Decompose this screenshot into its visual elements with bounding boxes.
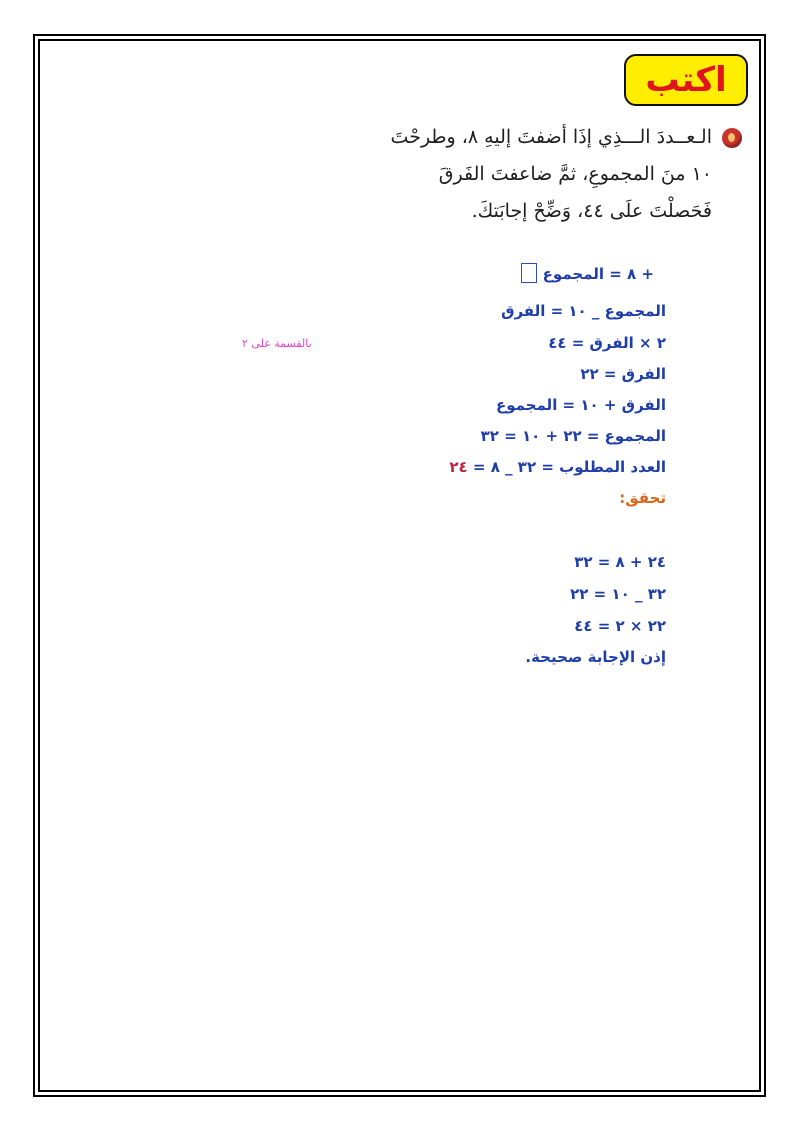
solution-line-3: ٢ × الفرق = ٤٤ bbox=[548, 334, 666, 352]
title-badge bbox=[624, 54, 748, 106]
conclusion-line: إذن الإجابة صحيحة. bbox=[525, 648, 666, 666]
final-answer: ٢٤ bbox=[449, 458, 468, 476]
question-line-2: ١٠ منَ المجموعِ، ثمَّ ضاعفتَ الفَرقَ bbox=[438, 163, 712, 185]
solution-line-1 bbox=[521, 263, 654, 283]
question-line-1: الـعــددَ الـــذِي إذَا أضفتَ إليهِ ٨، وطرحْتَ bbox=[390, 126, 712, 148]
title-text: اكتب bbox=[645, 60, 727, 100]
check-line-2: ٣٢ _ ١٠ = ٢٢ bbox=[570, 585, 666, 603]
question-bullet-icon bbox=[722, 128, 742, 148]
check-line-3: ٢٢ × ٢ = ٤٤ bbox=[574, 617, 666, 635]
check-label: تحقق: bbox=[619, 489, 666, 507]
solution-line-7 bbox=[449, 458, 666, 476]
solution-line-6: المجموع = ٢٢ + ١٠ = ٣٢ bbox=[480, 427, 666, 445]
question-line-3: فَحَصلْتَ علَى ٤٤، وَضِّحْ إجابَتكَ. bbox=[471, 200, 712, 222]
solution-line-5: الفرق + ١٠ = المجموع bbox=[495, 396, 666, 414]
solution-line-7-text: العدد المطلوب = ٣٢ _ ٨ = bbox=[472, 458, 666, 476]
solution-line-4: الفرق = ٢٢ bbox=[580, 365, 666, 383]
empty-box-icon bbox=[521, 263, 537, 283]
side-note: بالقسمة على ٢ bbox=[242, 337, 312, 350]
solution-line-2: المجموع _ ١٠ = الفرق bbox=[501, 302, 666, 320]
check-line-1: ٢٤ + ٨ = ٣٢ bbox=[574, 553, 666, 571]
solution-line-1-text: + ٨ = المجموع bbox=[542, 265, 654, 283]
